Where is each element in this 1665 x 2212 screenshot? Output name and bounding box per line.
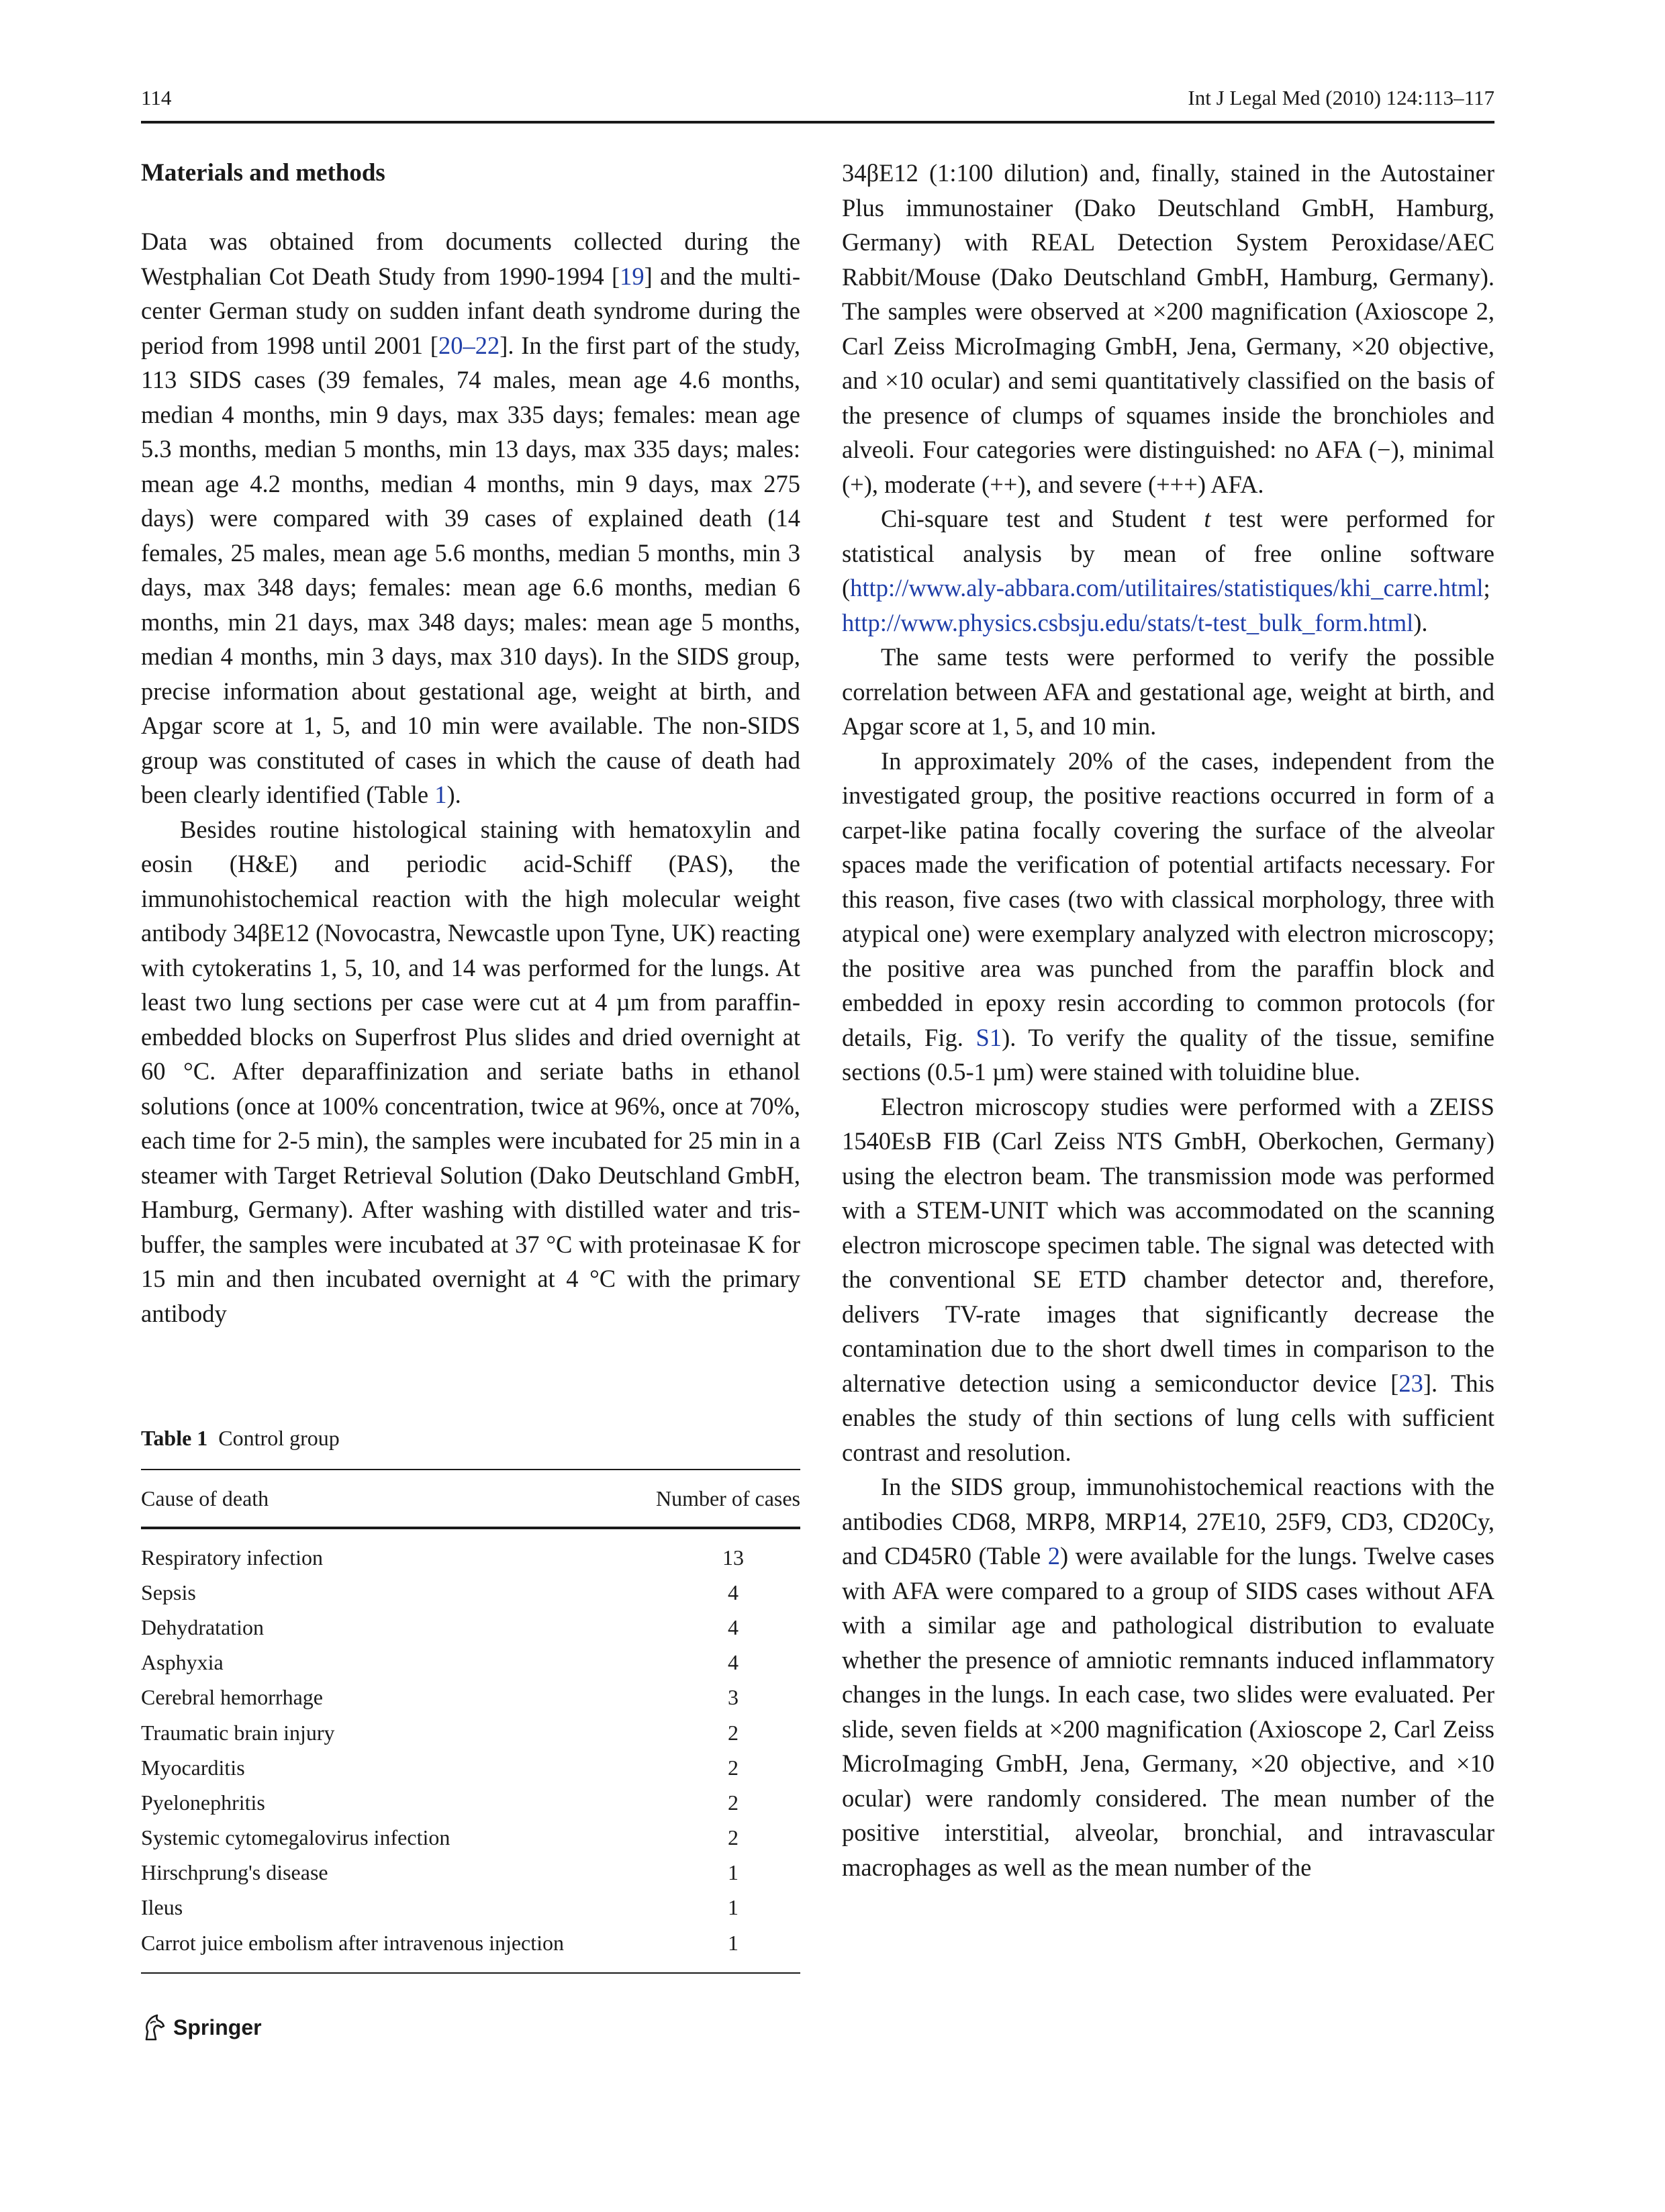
table-caption xyxy=(141,1423,800,1453)
number-cell: 4 xyxy=(728,1650,739,1675)
text: ]. In the first part of the study, 113 SIDS cases (39 females, 74 males, mean age 4.6 months, median 4 months, min 9 days, max 335 days; females: mean age 5.3 months, median 5 months, min 13 days, max 335 days; males: mean age 4.2 months, median 4 months, min 9 days, max 275 days) were compared with 39 cases of explained death (14 females, 25 males, mean age 5.6 months, median 5 months, min 3 days, max 348 days; females: mean age 6.6 months, median 6 months, min 21 days, max 348 days; males: mean age 5 months, median 4 months, min 3 days, max 310 days). In the SIDS group, precise information about gestational age, weight at birth, and Apgar score at 1, 5, and 10 min were available. The non-SIDS group was constituted of cases in which the cause of death had been clearly identified (Table xyxy=(141,331,800,808)
text: ). xyxy=(446,781,461,808)
text: Chi-square test and Student xyxy=(881,505,1204,532)
paragraph xyxy=(842,1090,1494,1470)
cause-cell: Cerebral hemorrhage xyxy=(141,1685,323,1710)
citation-link[interactable]: 20–22 xyxy=(438,331,500,359)
table-row xyxy=(141,1925,800,1960)
cause-cell: Traumatic brain injury xyxy=(141,1720,335,1745)
text: In approximately 20% of the cases, independent from the investigated group, the positive reactions occurred in form of a carpet-like patina focally covering the surface of the alveolar spaces made the verification of potential artifacts necessary. For this reason, five cases (two with classical morphology, three with atypical one) were exemplary analyzed with electron microscopy; the positive area was punched from the paraffin block and embedded in epoxy resin according to common protocols (for details, Fig. xyxy=(842,747,1494,1051)
table-title: Control group xyxy=(218,1426,340,1450)
paragraph: 34βE12 (1:100 dilution) and, finally, stained in the Autostainer Plus immunostainer (Dako Deutschland GmbH, Hamburg, Germany) with REAL Detection System Peroxidase/AEC Rabbit/Mouse (Dako Deutschland GmbH, Hamburg, Germany). The samples were observed at ×200 magnification (Axioscope 2, Carl Zeiss MicroImaging GmbH, Jena, Germany, ×20 objective, and ×10 ocular) and semi quantitatively classified on the basis of the presence of clumps of squames inside the bronchioles and alveoli. Four categories were distinguished: no AFA (−), minimal (+), moderate (++), and severe (+++) AFA. xyxy=(842,159,1494,498)
table-row xyxy=(141,1821,800,1856)
table-row xyxy=(141,1575,800,1610)
text: Data was obtained from documents collected during the Westphalian Cot Death Study from 1990-1994 [ xyxy=(141,228,800,290)
text: ] and the multi-center German study on sudden infant death syndrome during the period from 1998 until 2001 [ xyxy=(141,262,800,359)
number-cell: 2 xyxy=(728,1720,739,1745)
number-cell: 3 xyxy=(728,1685,739,1710)
section-title: Materials and methods xyxy=(141,159,385,187)
paragraph: Besides routine histological staining with hematoxylin and eosin (H&E) and periodic acid-Schiff (PAS), the immunohistochemical reaction with the high molecular weight antibody 34βE12 (Novocastra, Newcastle upon Tyne, UK) reacting with cytokeratins 1, 5, 10, and 14 was performed for the lungs. At least two lung sections per case were cut at 4 µm from paraffin-embedded blocks on Superfrost Plus slides and dried overnight at 60 °C. After deparaffinization and seriate baths in ethanol solutions (once at 100% concentration, twice at 96%, once at 70%, each time for 2-5 min), the samples were incubated for 25 min in a steamer with Target Retrieval Solution (Dako Deutschland GmbH, Hamburg, Germany). After washing with distilled water and tris-buffer, the samples were incubated at 37 °C with proteinasae K for 15 min and then incubated overnight at 4 °C with the primary antibody xyxy=(141,815,800,1327)
column-header-cause: Cause of death xyxy=(141,1486,269,1510)
text: ). xyxy=(1413,608,1428,636)
cause-cell: Dehydratation xyxy=(141,1615,265,1639)
cause-cell: Sepsis xyxy=(141,1580,196,1604)
table-row xyxy=(141,1540,800,1575)
table-header xyxy=(141,1470,800,1527)
column-header-number: Number of cases xyxy=(655,1486,800,1510)
table-body xyxy=(141,1529,800,1972)
table-link[interactable]: 2 xyxy=(1047,1542,1060,1570)
paragraph: The same tests were performed to verify the possible correlation between AFA and gestational age, weight at birth, and Apgar score at 1, 5, and 10 min. xyxy=(842,643,1494,740)
publisher-footer xyxy=(141,2011,262,2044)
journal-citation: Int J Legal Med (2010) 124:113–117 xyxy=(1188,86,1494,109)
page-number: 114 xyxy=(141,86,172,109)
table-link[interactable]: 1 xyxy=(434,781,447,808)
paragraph xyxy=(842,501,1494,640)
header-rule xyxy=(141,121,1494,124)
table-row xyxy=(141,1680,800,1715)
number-cell: 1 xyxy=(728,1930,739,1955)
text: test were performed for statistical analysis by mean of free online software ( xyxy=(842,505,1494,602)
table-row xyxy=(141,1856,800,1890)
table-row xyxy=(141,1890,800,1925)
cause-cell: Carrot juice embolism after intravenous injection xyxy=(141,1930,565,1955)
text: Electron microscopy studies were performed with a ZEISS 1540EsB FIB (Carl Zeiss NTS GmbH, Oberkochen, Germany) using the electron beam. The transmission mode was performed with a STEM-UNIT which was accommodated on the scanning electron microscope specimen table. The signal was detected with the conventional SE ETD chamber detector and, therefore, delivers TV-rate images that significantly decrease the contamination due to the short dwell times in comparison to the alternative detection using a semiconductor device [ xyxy=(842,1092,1494,1397)
cause-cell: Systemic cytomegalovirus infection xyxy=(141,1825,450,1850)
cause-cell: Pyelonephritis xyxy=(141,1790,265,1815)
text: ) were available for the lungs. Twelve cases with AFA were compared to a group of SIDS cases without AFA with a similar age and pathological distribution to evaluate whether the presence of amniotic remnants induced inflammatory changes in the lungs. In each case, two slides were evaluated. Per slide, seven fields at ×200 magnification (Axioscope 2, Carl Zeiss MicroImaging GmbH, Jena, Germany, ×20 objective, and ×10 ocular) were randomly considered. The mean number of the positive interstitial, alveolar, bronchial, and intravascular macrophages as well as the mean number of the xyxy=(842,1542,1494,1881)
text: ]. This enables the study of thin sections of lung cells with sufficient contrast and resolution. xyxy=(842,1369,1494,1466)
table-label: Table 1 xyxy=(141,1426,208,1450)
number-cell: 2 xyxy=(728,1755,739,1780)
cause-cell: Asphyxia xyxy=(141,1650,224,1675)
paragraph xyxy=(842,744,1494,1090)
table-row xyxy=(141,1750,800,1785)
left-column xyxy=(141,156,800,1331)
cause-cell: Hirschprung's disease xyxy=(141,1860,328,1885)
number-cell: 2 xyxy=(728,1825,739,1850)
table-row xyxy=(141,1785,800,1820)
number-cell: 4 xyxy=(728,1580,739,1604)
running-header xyxy=(141,86,1494,113)
table-row xyxy=(141,1610,800,1645)
springer-horse-icon xyxy=(141,2013,168,2042)
cause-cell: Ileus xyxy=(141,1895,183,1920)
table-control-group xyxy=(141,1423,800,1974)
number-cell: 13 xyxy=(722,1545,744,1570)
number-cell: 4 xyxy=(728,1615,739,1639)
number-cell: 2 xyxy=(728,1790,739,1815)
table-row xyxy=(141,1715,800,1750)
text: ). To verify the quality of the tissue, semifine sections (0.5-1 µm) were stained with toluidine blue. xyxy=(842,1023,1494,1086)
table-bottom-rule xyxy=(141,1972,800,1974)
number-cell: 1 xyxy=(728,1895,739,1920)
figure-link[interactable]: S1 xyxy=(976,1023,1002,1051)
right-column xyxy=(842,156,1494,1884)
cause-cell: Myocarditis xyxy=(141,1755,245,1780)
citation-link[interactable]: 19 xyxy=(620,262,645,290)
url-link[interactable]: http://www.aly-abbara.com/utilitaires/statistiques/khi_carre.html xyxy=(850,574,1484,602)
text: ; xyxy=(1483,574,1490,602)
text: In the SIDS group, immunohistochemical reactions with the antibodies CD68, MRP8, MRP14, 27E10, 25F9, CD3, CD20Cy, and CD45R0 (Table xyxy=(842,1473,1494,1570)
url-link[interactable]: http://www.physics.csbsju.edu/stats/t-test_bulk_form.html xyxy=(842,608,1414,636)
paragraph xyxy=(141,224,800,812)
italic-text: t xyxy=(1204,505,1211,532)
cause-cell: Respiratory infection xyxy=(141,1545,324,1570)
table-row xyxy=(141,1645,800,1680)
paragraph xyxy=(842,1470,1494,1884)
citation-link[interactable]: 23 xyxy=(1398,1369,1423,1397)
publisher-name: Springer xyxy=(173,2015,262,2039)
number-cell: 1 xyxy=(728,1860,739,1885)
